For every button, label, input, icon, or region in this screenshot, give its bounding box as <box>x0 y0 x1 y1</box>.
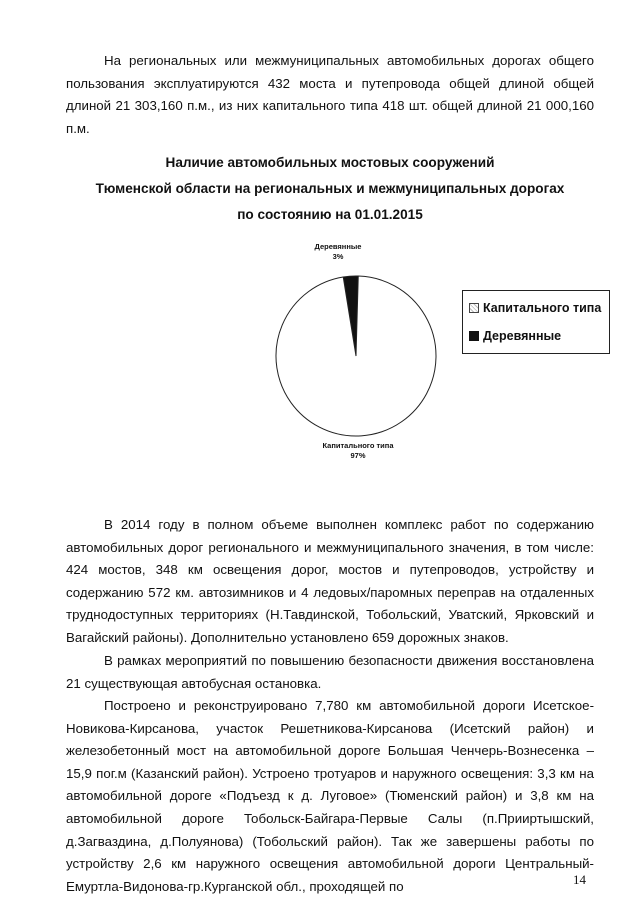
paragraph-safety: В рамках мероприятий по повышению безопасности движения восстановлена 21 существующая автобусная остановка. <box>66 653 594 691</box>
pie-chart <box>270 236 470 466</box>
legend-swatch-wooden <box>469 331 479 341</box>
chart-heading <box>66 150 594 228</box>
intro-line-3: общей длиной 21 303,160 п.м., из них капитального типа 418 шт. общей длиной <box>66 75 594 114</box>
intro-line-2: общего пользования эксплуатируются 432 моста и путепровода общей длиной <box>66 53 594 91</box>
paragraph-construction: Построено и реконструировано 7,780 км автомобильной дороги Исетское-Новикова-Кирсанова, участок Решетникова-Кирсанова (Исетский район) и железобетонный мост на автомобильной дороге Большая Ченчерь-Вознесенка – 15,9 пог.м (Казанский район). Устроено тротуаров и наружного освещения: 3,3 км на автомобильной дороге «Подъезд к д. Луговое» (Тюменский район) и 3,8 км на автомобильной дороге Тобольск-Байгара-Первые Салы (п.Прииртышский, д.Загваздина, д.Полуянова) (Тобольский район). Так же завершены работы по устройству 2,6 км наружного освещения автомобильной дороги Центральный-Емуртла-Видонова-гр.Курганской обл., проходящей по <box>66 698 594 894</box>
legend-item-wooden <box>469 329 561 343</box>
intro-paragraph <box>66 50 594 140</box>
legend-swatch-capital <box>469 303 479 313</box>
pie-svg <box>270 266 470 456</box>
slice-percent-capital: 97% <box>350 451 366 460</box>
legend-label-capital: Капитального типа <box>483 301 602 315</box>
slice-label-capital <box>318 441 398 461</box>
page-number: 14 <box>573 872 586 887</box>
slice-label-wooden <box>308 242 368 262</box>
paragraph-maintenance: В 2014 году в полном объеме выполнен комплекс работ по содержанию автомобильных дорог регионального и межмуниципального значения, в том числе: 424 мостов, 348 км освещения дорог, мостов и путепроводов, устройству и содержанию 572 км. автозимников и 4 ледовых/паромных переправ на отдаленных труднодоступных территориях (Н.Тавдинской, Тобольский, Уватский, Ярковский и Вагайский районы). Дополнительно установлено 659 дорожных знаков. <box>66 517 594 645</box>
intro-line-4: 21 000,160 п.м. <box>66 98 595 136</box>
legend-item-capital <box>469 301 601 315</box>
heading-line-1: Наличие автомобильных мостовых сооружений <box>165 155 495 170</box>
slice-percent-wooden: 3% <box>332 252 344 261</box>
chart-legend <box>462 290 610 354</box>
slice-name-capital: Капитального типа <box>322 441 394 450</box>
heading-line-3: по состоянию на 01.01.2015 <box>237 207 423 222</box>
intro-line-1: На региональных или межмуниципальных автомобильных дорогах <box>104 53 541 68</box>
slice-name-wooden: Деревянные <box>314 242 362 251</box>
legend-label-wooden: Деревянные <box>483 329 562 343</box>
heading-line-2: Тюменской области на региональных и межмуниципальных дорогах <box>95 181 565 196</box>
